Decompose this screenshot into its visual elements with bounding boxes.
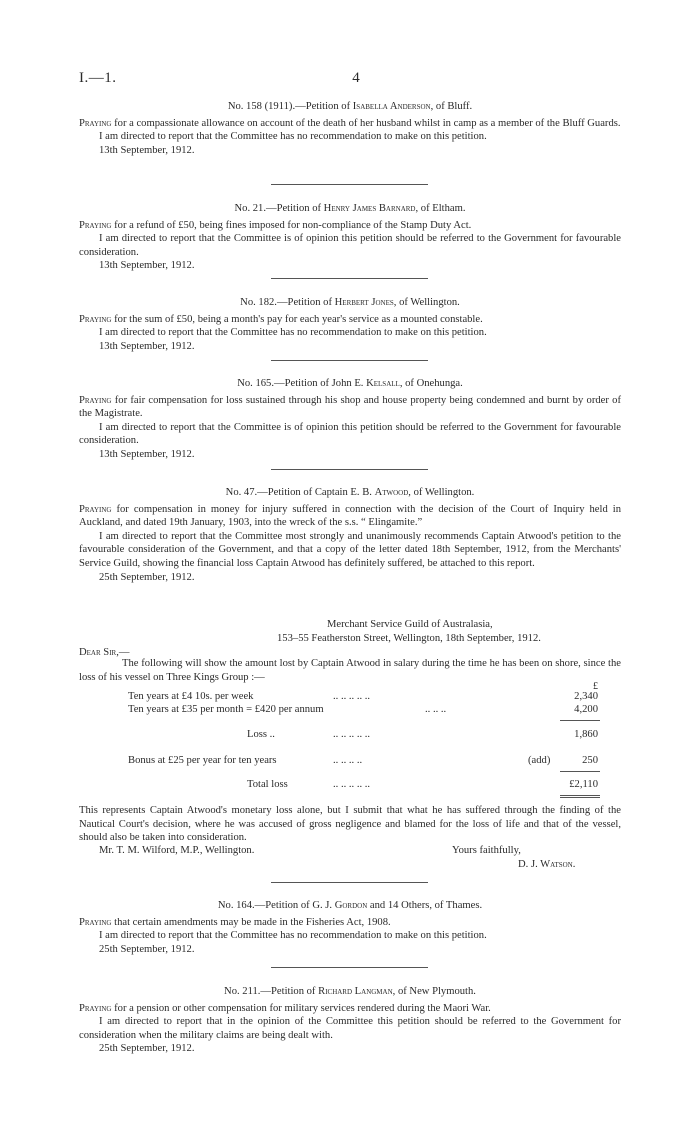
section-divider — [271, 184, 428, 185]
letter-closing: This represents Captain Atwood's monetary loss alone, but I submit that what he has suffered through the finding of the Nautical Court's decision, where he was accused of gross negligence and blamed for the loss of life and that of the vessel, should also be taken into consideration. — [79, 805, 621, 844]
letter-address: 153–55 Featherston Street, Wellington, 18th September, 1912. — [277, 633, 541, 644]
petition-title: No. 21.—Petition of Henry James Barnard, of Eltham. — [234, 203, 466, 214]
total-double-rule — [560, 797, 600, 798]
loss-amount: 1,860 — [574, 729, 598, 740]
petition-title: No. 165.—Petition of John E. Kelsall, of Onehunga. — [237, 378, 463, 389]
section-divider — [271, 882, 428, 883]
sum-rule — [560, 771, 600, 772]
table-row-amount: 4,200 — [574, 704, 598, 715]
petition-date: 25th September, 1912. — [99, 1043, 195, 1055]
petition-report: I am directed to report that the Committee is of opinion this petition should be referred to the Government for favourable consideration. — [79, 233, 621, 258]
petition-praying: Praying for fair compensation for loss sustained through his shop and house property being condemned and burnt by order of the Magistrate. — [79, 394, 621, 420]
bonus-label: Bonus at £25 per year for ten years — [128, 755, 277, 766]
total-label: Total loss — [247, 779, 288, 790]
section-divider — [271, 278, 428, 279]
petition-182 — [79, 296, 621, 353]
currency-symbol: £ — [593, 681, 598, 692]
petition-date: 25th September, 1912. — [99, 571, 195, 583]
petition-date: 13th September, 1912. — [99, 144, 195, 156]
letter-org: Merchant Service Guild of Australasia, — [327, 619, 493, 630]
petition-165 — [79, 377, 621, 462]
petition-title: No. 158 (1911).—Petition of Isabella Anderson, of Bluff. — [227, 101, 473, 112]
petition-praying: Praying for a refund of £50, being fines imposed for non-compliance of the Stamp Duty Act. — [79, 219, 472, 231]
petition-date: 13th September, 1912. — [99, 260, 195, 272]
petition-164 — [79, 899, 621, 956]
loss-dots: .. .. .. .. .. — [333, 729, 371, 740]
petition-title: No. 164.—Petition of G. J. Gordon and 14 Others, of Thames. — [217, 900, 483, 911]
section-divider — [271, 469, 428, 470]
petition-praying: Praying that certain amendments may be made in the Fisheries Act, 1908. — [79, 916, 391, 928]
petition-report: I am directed to report that the Committee has no recommendation to make on this petition. — [99, 930, 487, 942]
table-row-amount: 2,340 — [574, 691, 598, 702]
total-double-rule — [560, 795, 600, 796]
table-row-dots: .. .. .. — [425, 704, 447, 715]
letter-addressee: Mr. T. M. Wilford, M.P., Wellington. — [99, 845, 255, 856]
petition-title: No. 211.—Petition of Richard Langman, of New Plymouth. — [224, 986, 476, 997]
page-number: 4 — [352, 70, 360, 86]
loss-label: Loss .. — [247, 729, 275, 740]
petition-report: I am directed to report that the Committee has no recommendation to make on this petition. — [99, 131, 487, 143]
petition-praying: Praying for a pension or other compensation for military services rendered during the Maori War. — [79, 1002, 491, 1014]
petition-title: No. 182.—Petition of Herbert Jones, of Wellington. — [240, 297, 460, 308]
petition-date: 13th September, 1912. — [99, 340, 195, 352]
table-row-dots: .. .. .. .. .. — [333, 691, 371, 702]
letter-salutation: Dear Sir,— — [79, 647, 130, 658]
petition-211 — [79, 985, 621, 1056]
bonus-note: (add) — [528, 755, 551, 766]
petition-report: I am directed to report that the Committee has no recommendation to make on this petition. — [99, 327, 487, 339]
letter-signatory: D. J. Watson. — [518, 859, 576, 870]
table-row-label: Ten years at £4 10s. per week — [128, 691, 254, 702]
petition-158 — [79, 100, 621, 157]
series-reference: I.—1. — [79, 70, 117, 86]
petition-47 — [79, 486, 621, 584]
petition-praying: Praying for a compassionate allowance on account of the death of her husband whilst in camp as a member of the Bluff Guards. — [79, 117, 621, 129]
table-row-label: Ten years at £35 per month = £420 per annum — [128, 704, 324, 715]
petition-report: I am directed to report that the Committee is of opinion this petition should be referred to the Government for favourable consideration. — [79, 421, 621, 447]
petition-report: I am directed to report that the Committee most strongly and unanimously recommends Captain Atwood's petition to the favourable consideration of the Government, and that a copy of the letter dated 18th September, 1912, from the Merchants' Service Guild, showing the financial loss Captain Atwood has definitely suffered, be attached to this report. — [79, 530, 621, 569]
letter-sign-off: Yours faithfully, — [452, 845, 521, 856]
sum-rule — [560, 720, 600, 721]
section-divider — [271, 360, 428, 361]
petition-praying: Praying for compensation in money for injury suffered in connection with the decision of the Court of Inquiry held in Auckland, and dated 19th January, 1903, into the wreck of the s.s. “ Elingamite.” — [79, 503, 621, 529]
section-divider — [271, 967, 428, 968]
total-dots: .. .. .. .. .. — [333, 779, 371, 790]
petition-date: 13th September, 1912. — [99, 448, 195, 460]
petition-21 — [79, 202, 621, 273]
total-amount: £2,110 — [569, 779, 598, 790]
bonus-dots: .. .. .. .. — [333, 755, 363, 766]
petition-title: No. 47.—Petition of Captain E. B. Atwood, of Wellington. — [225, 487, 475, 498]
petition-date: 25th September, 1912. — [99, 943, 195, 955]
bonus-amount: 250 — [582, 755, 598, 766]
letter-intro: The following will show the amount lost by Captain Atwood in salary during the time he has been on shore, since the loss of his vessel on Three Kings Group :— — [79, 658, 621, 683]
petition-report: I am directed to report that in the opinion of the Committee this petition should be referred to the Government for consideration when the military claims are being dealt with. — [79, 1016, 621, 1041]
petition-praying: Praying for the sum of £50, being a month's pay for each year's service as a mounted constable. — [79, 313, 483, 325]
